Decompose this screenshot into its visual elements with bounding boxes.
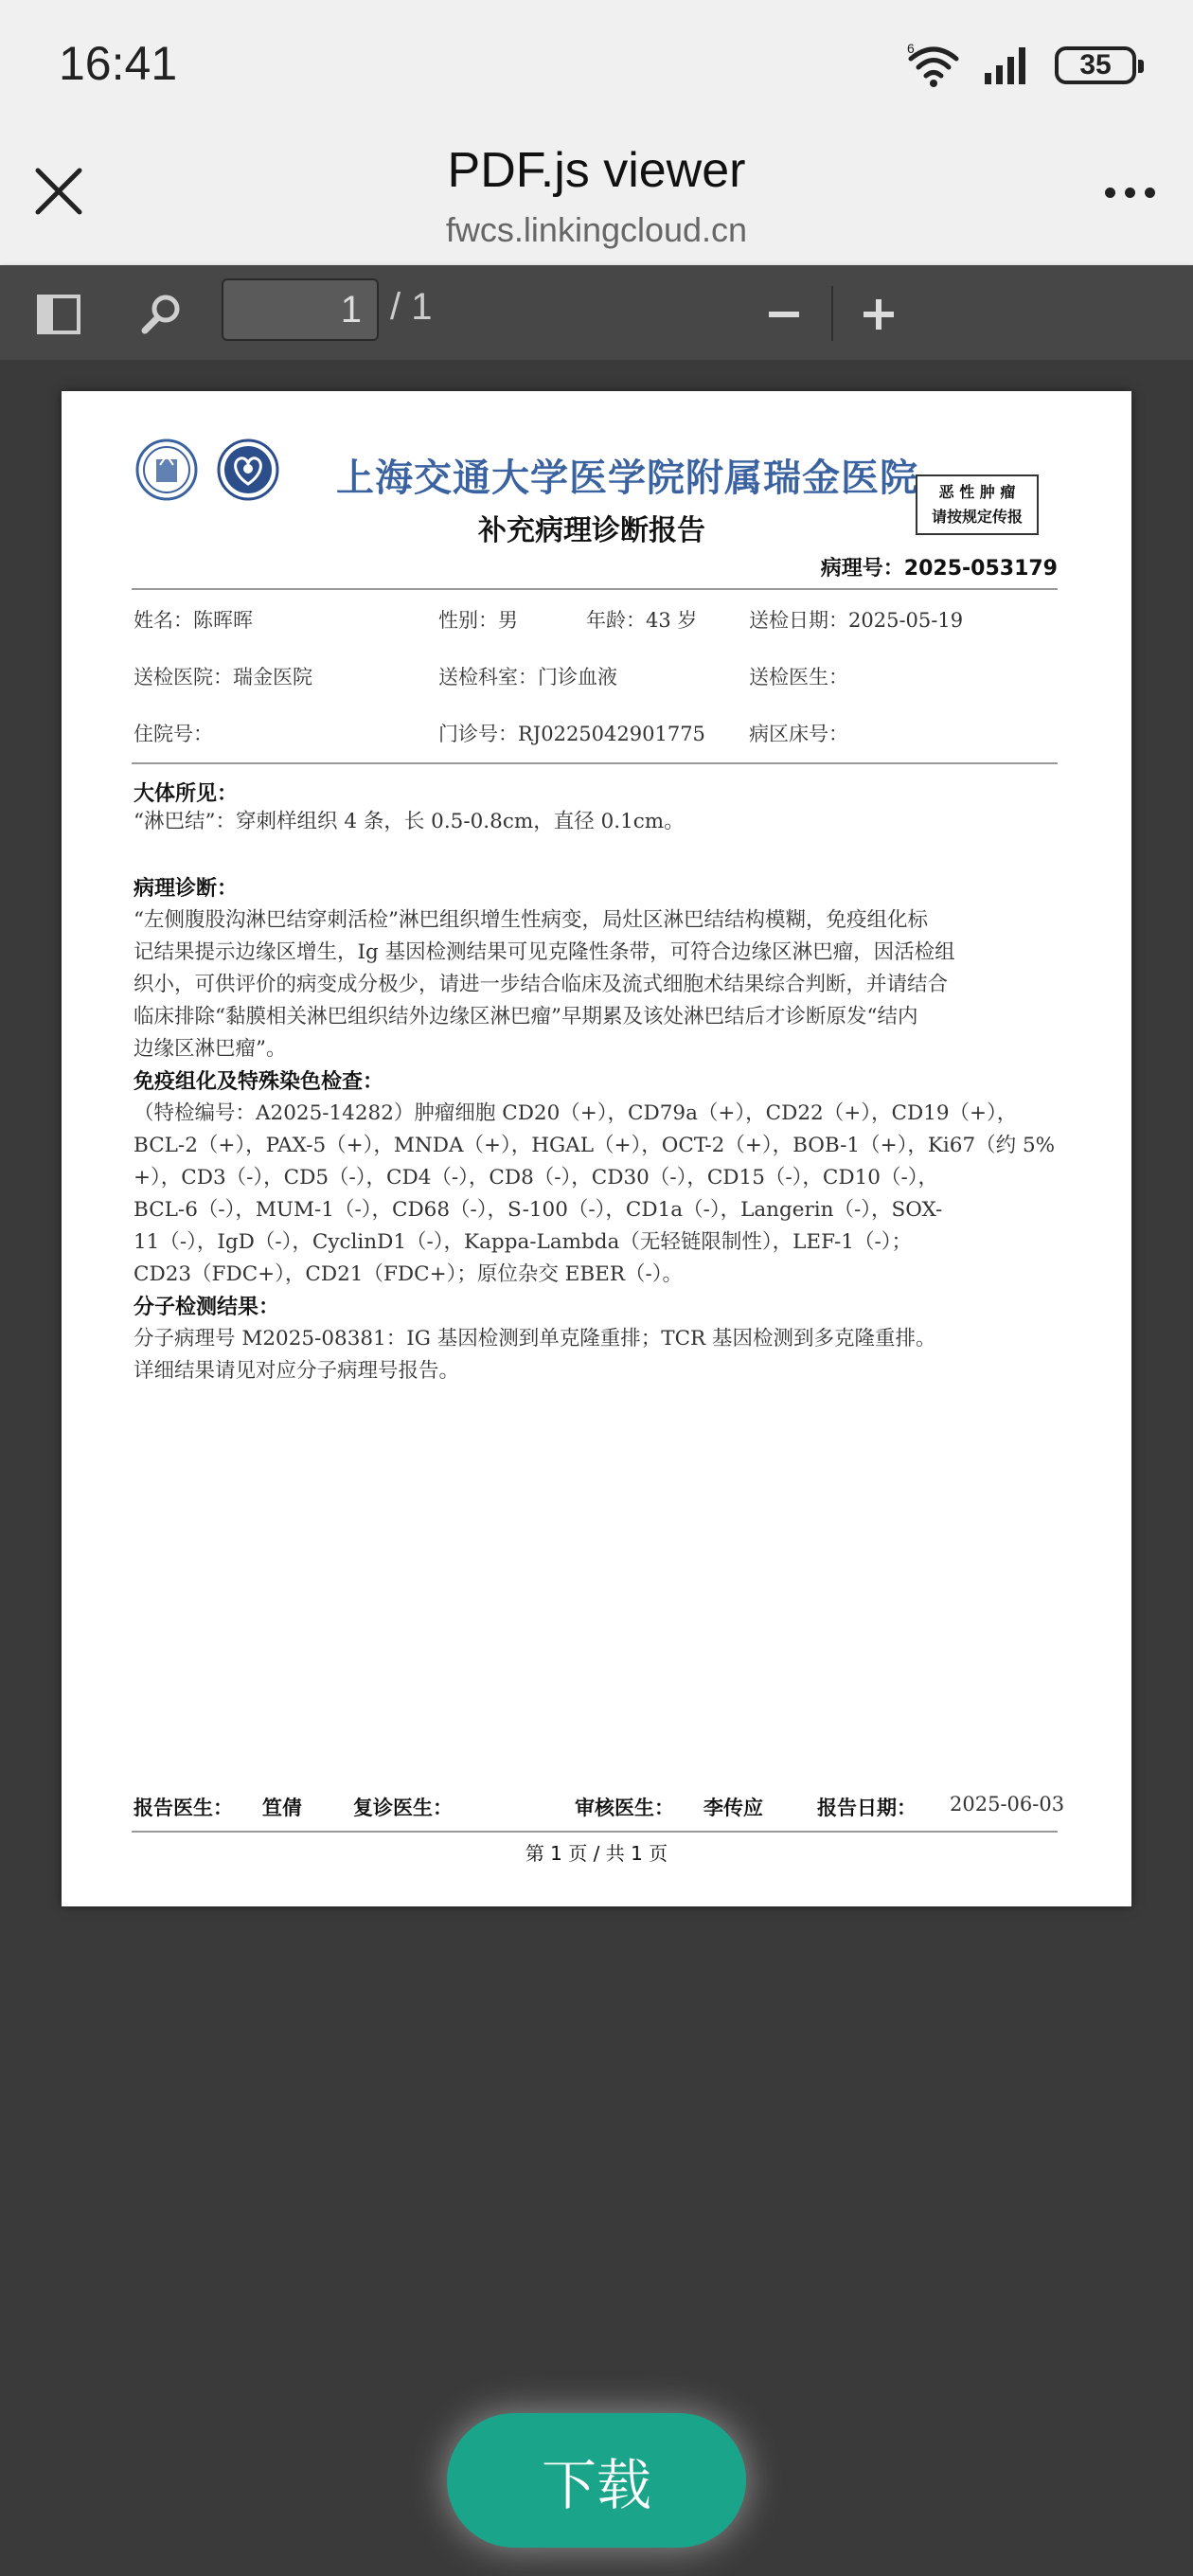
inpatient-number: 住院号： (134, 723, 213, 745)
zoom-divider (831, 286, 833, 341)
report-doctor: 笪倩 (262, 1797, 302, 1819)
more-options-icon[interactable] (1105, 188, 1155, 198)
text-line: CD23（FDC+），CD21（FDC+）；原位杂交 EBER（-）。 (134, 1262, 684, 1286)
page-number-input[interactable]: 1 (222, 278, 379, 341)
text-line: BCL-2（+），PAX-5（+），MNDA（+），HGAL（+），OCT-2（+），BOB-1（+），Ki67（约 5% (134, 1134, 1056, 1157)
zoom-in-button[interactable] (848, 284, 909, 345)
stamp-line-1: 恶 性 肿 瘤 (938, 483, 1016, 501)
signal-icon (983, 45, 1034, 86)
text-line: 边缘区淋巴瘤”。 (134, 1037, 287, 1061)
university-logo-icon (135, 438, 198, 501)
molecular-text (134, 1323, 1059, 1387)
malignant-tumor-stamp (916, 474, 1039, 535)
hospital-logo-icon (217, 438, 279, 501)
patient-name: 姓名：陈晖晖 (134, 609, 253, 632)
text-line: （特检编号：A2025-14282）肿瘤细胞 CD20（+），CD79a（+），CD22（+），CD19（+）， (134, 1101, 1018, 1125)
find-button[interactable] (131, 284, 191, 345)
title-bar (0, 133, 1193, 265)
text-line: 记结果提示边缘区增生，Ig 基因检测结果可见克隆性条带，可符合边缘区淋巴瘤，因活检组 (134, 940, 955, 964)
audit-doctor: 李传应 (703, 1797, 763, 1819)
submitting-hospital: 送检医院：瑞金医院 (134, 666, 312, 689)
text-line: 11（-），IgD（-），CyclinD1（-），Kappa-Lambda（无轻链限制性），LEF-1（-）； (134, 1230, 912, 1254)
sidebar-icon (36, 294, 81, 335)
status-bar (0, 0, 1193, 133)
submission-date: 送检日期：2025-05-19 (749, 609, 964, 632)
sidebar-toggle-button[interactable] (28, 284, 89, 345)
status-icons (905, 42, 1136, 89)
hospital-name: 上海交通大学医学院附属瑞金医院 (336, 456, 918, 500)
stamp-line-2: 请按规定传报 (931, 508, 1023, 526)
plus-icon (860, 295, 898, 333)
pathology-number: 病理号：2025-053179 (820, 557, 1058, 581)
patient-sex: 性别：男 (438, 609, 518, 632)
page-footer: 第 1 页 / 共 1 页 (525, 1842, 668, 1865)
page-url: fwcs.linkingcloud.cn (445, 210, 748, 249)
pdf-page (62, 391, 1131, 1906)
text-line: 分子病理号 M2025-08381：IG 基因检测到单克隆重排；TCR 基因检测到多克隆重排。 (134, 1327, 936, 1351)
outpatient-number: 门诊号：RJ0225042901775 (438, 723, 705, 745)
download-button[interactable]: 下载 (447, 2413, 746, 2548)
gross-heading: 大体所见： (134, 782, 239, 806)
audit-doctor-label: 审核医生： (575, 1797, 674, 1819)
search-icon (138, 292, 184, 337)
network-badge: 6 (907, 42, 915, 56)
patient-age: 年龄：43 岁 (586, 609, 698, 632)
divider (132, 1831, 1058, 1833)
divider (132, 762, 1058, 764)
diagnosis-text (134, 904, 1059, 1065)
ward-bed-number: 病区床号： (749, 723, 848, 745)
report-date-label: 报告日期： (817, 1797, 917, 1819)
report-title: 补充病理诊断报告 (478, 514, 705, 547)
gross-text: “淋巴结”：穿刺样组织 4 条，长 0.5-0.8cm，直径 0.1cm。 (134, 810, 685, 833)
battery-icon (1055, 46, 1136, 84)
report-date: 2025-06-03 (950, 1793, 1065, 1816)
page-title: PDF.js viewer (447, 143, 746, 198)
submitting-department: 送检科室：门诊血液 (438, 666, 617, 689)
text-line: 详细结果请见对应分子病理号报告。 (134, 1359, 460, 1383)
ihc-text (134, 1098, 1059, 1291)
ihc-heading: 免疫组化及特殊染色检查： (134, 1070, 384, 1094)
battery-level: 35 (1079, 49, 1112, 80)
text-line: BCL-6（-），MUM-1（-），CD68（-），S-100（-），CD1a（-），Langerin（-），SOX- (134, 1198, 943, 1222)
minus-icon (765, 295, 803, 333)
pdf-toolbar (0, 265, 1193, 360)
text-line: 织小，可供评价的病变成分极少，请进一步结合临床及流式细胞术结果综合判断，并请结合 (134, 973, 949, 996)
molecular-heading: 分子检测结果： (134, 1296, 280, 1319)
wifi-icon (905, 42, 962, 89)
review-doctor-label: 复诊医生： (353, 1797, 453, 1819)
text-line: 临床排除“黏膜相关淋巴组织结外边缘区淋巴瘤”早期累及该处淋巴结后才诊断原发“结内 (134, 1005, 918, 1029)
zoom-out-button[interactable] (754, 284, 814, 345)
report-doctor-label: 报告医生： (134, 1797, 233, 1819)
clock: 16:41 (59, 37, 178, 90)
text-line: +），CD3（-），CD5（-），CD4（-），CD8（-），CD30（-），CD15（-），CD10（-）， (134, 1166, 938, 1190)
page-total: / 1 (390, 286, 433, 328)
text-line: “左侧腹股沟淋巴结穿刺活检”淋巴组织增生性病变，局灶区淋巴结结构模糊，免疫组化标 (134, 908, 928, 932)
diagnosis-heading: 病理诊断： (134, 877, 239, 901)
divider (132, 588, 1058, 590)
submitting-doctor: 送检医生： (749, 666, 848, 689)
